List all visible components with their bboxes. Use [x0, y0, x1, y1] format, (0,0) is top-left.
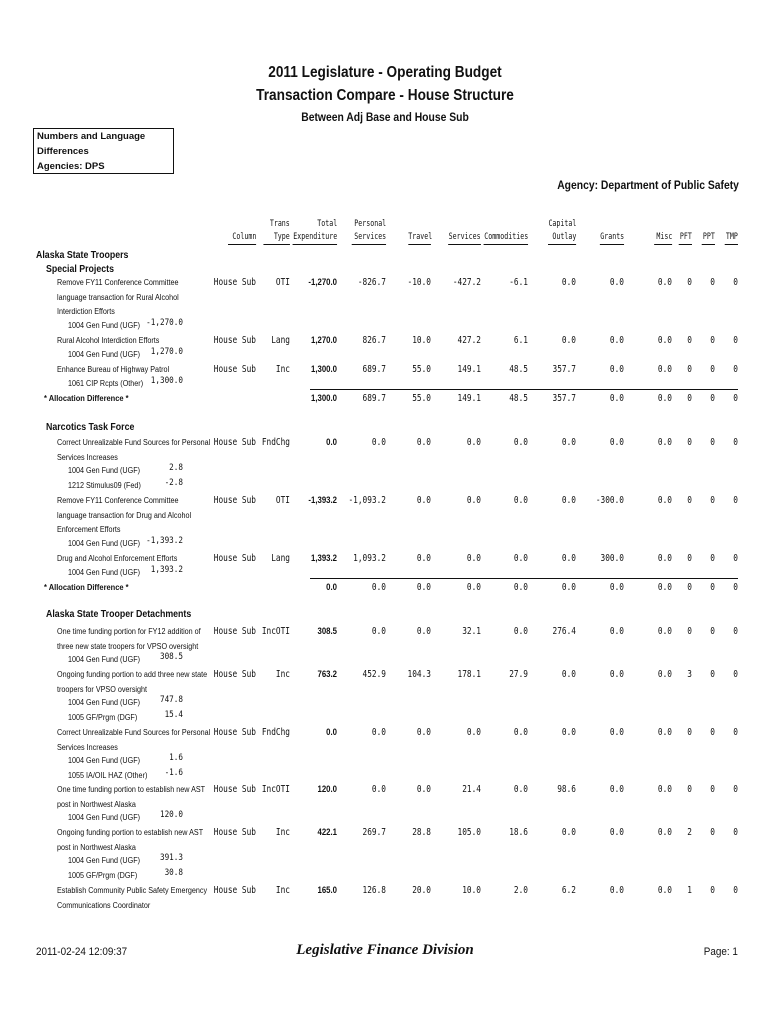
description-line: Establish Community Public Safety Emergency: [57, 886, 208, 895]
description-line: Drug and Alcohol Enforcement Efforts: [57, 554, 178, 563]
cell-column: House Sub: [213, 784, 256, 795]
cell-expenditure: 763.2: [317, 669, 337, 680]
cell-services: 0.0: [466, 437, 481, 448]
cell-services: 826.7: [362, 335, 386, 346]
cell-tmp: 0: [733, 364, 738, 375]
fund-source-name: 1004 Gen Fund (UGF): [68, 856, 141, 865]
cell-travel: 0.0: [416, 553, 431, 564]
cell-column: House Sub: [213, 827, 256, 838]
cell-expenditure: 308.5: [317, 626, 337, 637]
cell-commodities: 0.0: [513, 626, 528, 637]
cell-misc: 0.0: [657, 669, 672, 680]
cell-tmp: 0: [733, 495, 738, 506]
cell-column: House Sub: [213, 335, 256, 346]
column-header-misc: [654, 218, 672, 245]
cell-misc: 0.0: [657, 335, 672, 346]
cell-ppt: 0: [710, 827, 715, 838]
footer-division: Legislative Finance Division: [296, 942, 474, 958]
cell-services: 0.0: [371, 727, 386, 738]
cell-misc: 0.0: [657, 727, 672, 738]
fund-source-amount: 1,270.0: [150, 346, 183, 357]
column-header-grants: [600, 218, 624, 245]
cell-commodities: 48.5: [509, 393, 528, 404]
column-header-line1: [449, 218, 481, 231]
cell-travel: 28.8: [412, 827, 431, 838]
cell-outlay: 0.0: [561, 669, 576, 680]
cell-services: 0.0: [371, 626, 386, 637]
cell-column: House Sub: [213, 277, 256, 288]
cell-column: House Sub: [213, 885, 256, 896]
column-header-line2: Type: [274, 232, 290, 242]
description-line: Remove FY11 Conference Committee: [57, 278, 179, 287]
cell-outlay: 98.6: [557, 784, 576, 795]
cell-pft: 0: [687, 335, 692, 346]
description-line: post in Northwest Alaska: [57, 842, 136, 852]
fund-source-amount: -1,270.0: [146, 317, 183, 328]
cell-grants: 0.0: [609, 437, 624, 448]
cell-expenditure: 1,300.0: [311, 393, 337, 404]
cell-travel: 0.0: [416, 582, 431, 593]
cell-grants: -300.0: [595, 495, 624, 506]
fund-source-name: 1004 Gen Fund (UGF): [68, 756, 141, 765]
fund-source-name: 1004 Gen Fund (UGF): [68, 538, 141, 548]
cell-pft: 1: [687, 885, 692, 896]
cell-pft: 3: [687, 669, 692, 680]
fund-source-name: 1061 CIP Rcpts (Other): [68, 378, 144, 388]
fund-source-amount: 120.0: [159, 810, 183, 820]
fund-source-amount: 1.6: [169, 753, 183, 763]
cell-ppt: 0: [710, 393, 715, 404]
description-line: language transaction for Drug and Alcohol: [57, 510, 192, 520]
cell-tmp: 0: [733, 784, 738, 795]
cell-ppt: 0: [710, 553, 715, 564]
cell-pft: 0: [687, 553, 692, 564]
cell-grants: 0.0: [609, 727, 624, 738]
cell-type: Lang: [271, 553, 290, 564]
cell-ppt: 0: [710, 364, 715, 375]
cell-tmp: 0: [733, 553, 738, 564]
cell-misc: 0.0: [657, 277, 672, 288]
cell-services: 0.0: [466, 582, 481, 593]
cell-outlay: 0.0: [561, 582, 576, 593]
cell-services: -427.2: [452, 277, 481, 288]
cell-pft: 0: [687, 277, 692, 288]
cell-ppt: 0: [710, 885, 715, 896]
cell-services: 0.0: [371, 437, 386, 448]
cell-pft: 0: [687, 626, 692, 637]
cell-services: 126.8: [362, 885, 386, 896]
cell-misc: 0.0: [657, 553, 672, 564]
cell-travel: 10.0: [412, 335, 431, 346]
description-line: Services Increases: [57, 452, 118, 462]
cell-expenditure: 1,270.0: [311, 335, 337, 346]
cell-services: 0.0: [371, 582, 386, 593]
cell-outlay: 0.0: [561, 553, 576, 564]
column-header-line1: Personal: [354, 219, 386, 229]
cell-misc: 0.0: [657, 582, 672, 593]
cell-services: 105.0: [457, 827, 481, 838]
cell-expenditure: 0.0: [326, 582, 337, 593]
cell-expenditure: 422.1: [317, 827, 337, 838]
cell-commodities: 0.0: [513, 437, 528, 448]
filter-box: [33, 128, 174, 174]
cell-grants: 0.0: [609, 626, 624, 637]
cell-column: House Sub: [213, 553, 256, 564]
cell-services: 269.7: [362, 827, 386, 838]
fund-source-name: 1004 Gen Fund (UGF): [68, 698, 141, 707]
fund-source-amount: -1,393.2: [146, 535, 183, 546]
column-header-line1: [600, 218, 624, 231]
cell-commodities: 6.1: [513, 335, 528, 346]
column-header-line2: Commodities: [484, 232, 528, 242]
fund-source-amount: 1,300.0: [150, 375, 183, 386]
description-line: Services Increases: [57, 742, 118, 752]
column-header-line1: Trans: [270, 219, 290, 229]
description-line: Remove FY11 Conference Committee: [57, 496, 179, 505]
report-title: 2011 Legislature - Operating Budget: [268, 64, 502, 81]
cell-tmp: 0: [733, 669, 738, 680]
description-line: language transaction for Rural Alcohol: [57, 292, 179, 302]
cell-travel: 0.0: [416, 727, 431, 738]
column-header-line2: Misc: [656, 232, 672, 242]
cell-tmp: 0: [733, 626, 738, 637]
cell-misc: 0.0: [657, 393, 672, 404]
cell-commodities: 0.0: [513, 553, 528, 564]
section-special-projects: Special Projects: [46, 264, 114, 275]
cell-grants: 0.0: [609, 784, 624, 795]
column-header-line2: Travel: [408, 232, 433, 242]
cell-commodities: 0.0: [513, 784, 528, 795]
cell-type: OTI: [275, 495, 290, 506]
cell-column: House Sub: [213, 626, 256, 637]
fund-source-name: 1004 Gen Fund (UGF): [68, 349, 141, 359]
fund-source-amount: 391.3: [159, 853, 183, 863]
column-header-line1: [654, 218, 672, 231]
cell-commodities: 0.0: [513, 495, 528, 506]
column-header-line2: Services: [449, 232, 481, 242]
cell-expenditure: 0.0: [326, 437, 337, 448]
cell-pft: 0: [687, 727, 692, 738]
cell-ppt: 0: [710, 626, 715, 637]
column-header-commodities: [483, 218, 528, 245]
fund-source-name: 1005 GF/Prgm (DGF): [68, 870, 138, 880]
cell-tmp: 0: [733, 335, 738, 346]
cell-commodities: 48.5: [509, 364, 528, 375]
cell-type: Inc: [275, 885, 290, 896]
fund-source-name: 1004 Gen Fund (UGF): [68, 466, 141, 475]
cell-outlay: 357.7: [552, 364, 576, 375]
column-header-line2: Services: [354, 232, 386, 242]
cell-outlay: 0.0: [561, 495, 576, 506]
cell-services: 0.0: [466, 553, 481, 564]
cell-type: Inc: [275, 669, 290, 680]
column-header-line1: [228, 218, 256, 231]
cell-travel: 0.0: [416, 784, 431, 795]
cell-ppt: 0: [710, 495, 715, 506]
fund-source-amount: 15.4: [164, 709, 183, 720]
cell-travel: 0.0: [416, 437, 431, 448]
description-line: Correct Unrealizable Fund Sources for Personal: [57, 728, 211, 737]
cell-outlay: 6.2: [561, 885, 576, 896]
fund-source-name: 1005 GF/Prgm (DGF): [68, 712, 138, 722]
column-header-line1: [483, 218, 528, 231]
cell-misc: 0.0: [657, 784, 672, 795]
cell-travel: -10.0: [407, 277, 431, 288]
cell-type: IncOTI: [261, 626, 290, 637]
cell-pft: 0: [687, 784, 692, 795]
column-header-tmp: [725, 218, 738, 245]
column-header-line2: Expenditure: [293, 232, 337, 242]
cell-grants: 0.0: [609, 277, 624, 288]
cell-type: IncOTI: [261, 784, 290, 795]
report-subtitle: Transaction Compare - House Structure: [256, 87, 514, 104]
cell-commodities: 2.0: [513, 885, 528, 896]
cell-type: FndChg: [261, 727, 290, 738]
column-header-column: [228, 218, 256, 245]
column-header-ppt: [702, 218, 715, 245]
cell-column: House Sub: [213, 727, 256, 738]
cell-tmp: 0: [733, 582, 738, 593]
cell-type: Lang: [271, 335, 290, 346]
cell-services: 689.7: [362, 393, 386, 404]
cell-services: 0.0: [466, 727, 481, 738]
cell-column: House Sub: [213, 364, 256, 375]
description-line: Ongoing funding portion to add three new state: [57, 670, 208, 679]
fund-source-name: 1212 Stimulus09 (Fed): [68, 480, 141, 490]
cell-travel: 20.0: [412, 885, 431, 896]
footer-date: 2011-02-24 12:09:37: [36, 946, 128, 958]
cell-ppt: 0: [710, 277, 715, 288]
fund-source-amount: -2.8: [164, 477, 183, 488]
fund-source-amount: 747.8: [159, 695, 183, 705]
cell-travel: 0.0: [416, 495, 431, 506]
cell-expenditure: 0.0: [326, 727, 337, 738]
cell-commodities: 0.0: [513, 727, 528, 738]
description-line: Enforcement Efforts: [57, 525, 121, 534]
cell-expenditure: -1,393.2: [308, 495, 337, 506]
cell-commodities: -6.1: [509, 277, 528, 288]
column-header-line2: TMP: [726, 232, 738, 242]
cell-ppt: 0: [710, 437, 715, 448]
column-header-type: [264, 218, 290, 245]
cell-misc: 0.0: [657, 827, 672, 838]
fund-source-name: 1004 Gen Fund (UGF): [68, 813, 141, 822]
cell-expenditure: 165.0: [317, 885, 337, 896]
section-alaska-state-troopers: Alaska State Troopers: [36, 250, 129, 261]
filter-line-3: Agencies: DPS: [37, 161, 105, 172]
footer-page-number: Page: 1: [703, 946, 738, 958]
fund-source-amount: 308.5: [159, 652, 183, 662]
column-header-line1: [725, 218, 738, 231]
cell-grants: 0.0: [609, 393, 624, 404]
column-header-travel: [409, 218, 431, 245]
cell-ppt: 0: [710, 582, 715, 593]
cell-expenditure: 120.0: [317, 784, 337, 795]
fund-source-name: 1004 Gen Fund (UGF): [68, 567, 141, 577]
description-line: One time funding portion for FY12 addition of: [57, 627, 201, 636]
fund-source-amount: 2.8: [169, 463, 183, 473]
cell-commodities: 27.9: [509, 669, 528, 680]
fund-source-amount: -1.6: [164, 767, 183, 778]
cell-pft: 0: [687, 495, 692, 506]
column-header-line2: Outlay: [552, 232, 576, 242]
cell-grants: 0.0: [609, 364, 624, 375]
cell-outlay: 0.0: [561, 335, 576, 346]
column-header-line2: Grants: [600, 232, 624, 242]
cell-type: Inc: [275, 364, 290, 375]
cell-misc: 0.0: [657, 626, 672, 637]
column-header-expenditure: [292, 218, 337, 245]
cell-services: 452.9: [362, 669, 386, 680]
column-header-pft: [679, 218, 692, 245]
column-header-services: [449, 218, 481, 245]
cell-outlay: 276.4: [552, 626, 576, 637]
cell-pft: 2: [687, 827, 692, 838]
cell-ppt: 0: [710, 669, 715, 680]
column-header-line2: Column: [232, 232, 256, 242]
cell-ppt: 0: [710, 727, 715, 738]
report-compare-label: Between Adj Base and House Sub: [301, 112, 469, 124]
cell-ppt: 0: [710, 784, 715, 795]
description-line: three new state troopers for VPSO oversight: [57, 641, 199, 651]
cell-type: OTI: [275, 277, 290, 288]
cell-misc: 0.0: [657, 437, 672, 448]
fund-source-name: 1004 Gen Fund (UGF): [68, 320, 141, 330]
cell-misc: 0.0: [657, 364, 672, 375]
description-line: Communications Coordinator: [57, 900, 151, 910]
description-line: post in Northwest Alaska: [57, 799, 136, 809]
description-line: Correct Unrealizable Fund Sources for Personal: [57, 438, 211, 447]
cell-type: Inc: [275, 827, 290, 838]
section-trooper-detachments: Alaska State Trooper Detachments: [46, 609, 192, 620]
column-header-outlay: [548, 218, 576, 245]
cell-services: 32.1: [462, 626, 481, 637]
cell-pft: 0: [687, 582, 692, 593]
cell-services: 427.2: [457, 335, 481, 346]
cell-services: 689.7: [362, 364, 386, 375]
cell-outlay: 0.0: [561, 727, 576, 738]
allocation-total-rule: [310, 389, 738, 390]
cell-outlay: 0.0: [561, 827, 576, 838]
cell-expenditure: 1,393.2: [311, 553, 337, 564]
column-header-line1: [409, 218, 431, 231]
cell-expenditure: 1,300.0: [311, 364, 337, 375]
cell-services: 1,093.2: [353, 553, 386, 564]
cell-services: 149.1: [457, 393, 481, 404]
column-header-line1: Total: [317, 219, 337, 229]
filter-line-1: Numbers and Language: [37, 131, 146, 142]
cell-grants: 0.0: [609, 582, 624, 593]
allocation-difference-label: * Allocation Difference *: [44, 393, 129, 403]
filter-line-2: Differences: [37, 146, 89, 157]
cell-type: FndChg: [261, 437, 290, 448]
cell-travel: 0.0: [416, 626, 431, 637]
fund-source-amount: 1,393.2: [150, 564, 183, 575]
cell-commodities: 0.0: [513, 582, 528, 593]
cell-pft: 0: [687, 364, 692, 375]
cell-services: -826.7: [357, 277, 386, 288]
column-header-line2: PPT: [703, 232, 715, 242]
cell-column: House Sub: [213, 437, 256, 448]
cell-travel: 104.3: [407, 669, 431, 680]
allocation-difference-label: * Allocation Difference *: [44, 582, 129, 592]
agency-label: Agency: Department of Public Safety: [557, 180, 739, 192]
fund-source-name: 1004 Gen Fund (UGF): [68, 655, 141, 664]
cell-grants: 0.0: [609, 885, 624, 896]
cell-services: 0.0: [371, 784, 386, 795]
description-line: Rural Alcohol Interdiction Efforts: [57, 336, 160, 345]
allocation-total-rule: [310, 578, 738, 579]
cell-travel: 55.0: [412, 393, 431, 404]
cell-grants: 0.0: [609, 335, 624, 346]
column-header-line1: [679, 218, 692, 231]
cell-services: -1,093.2: [348, 495, 386, 506]
cell-commodities: 18.6: [509, 827, 528, 838]
description-line: Enhance Bureau of Highway Patrol: [57, 365, 170, 374]
cell-services: 149.1: [457, 364, 481, 375]
cell-services: 0.0: [466, 495, 481, 506]
cell-services: 178.1: [457, 669, 481, 680]
column-header-line1: Capital: [548, 219, 576, 229]
cell-tmp: 0: [733, 437, 738, 448]
cell-column: House Sub: [213, 669, 256, 680]
cell-outlay: 0.0: [561, 437, 576, 448]
cell-misc: 0.0: [657, 885, 672, 896]
cell-column: House Sub: [213, 495, 256, 506]
cell-outlay: 0.0: [561, 277, 576, 288]
cell-grants: 300.0: [600, 553, 624, 564]
cell-services: 10.0: [462, 885, 481, 896]
cell-misc: 0.0: [657, 495, 672, 506]
cell-ppt: 0: [710, 335, 715, 346]
cell-expenditure: -1,270.0: [308, 277, 337, 288]
cell-tmp: 0: [733, 885, 738, 896]
column-header-line1: [702, 218, 715, 231]
cell-tmp: 0: [733, 277, 738, 288]
cell-travel: 55.0: [412, 364, 431, 375]
cell-grants: 0.0: [609, 669, 624, 680]
cell-outlay: 357.7: [552, 393, 576, 404]
cell-pft: 0: [687, 437, 692, 448]
cell-tmp: 0: [733, 827, 738, 838]
description-line: One time funding portion to establish new AST: [57, 785, 206, 794]
cell-grants: 0.0: [609, 827, 624, 838]
cell-services: 21.4: [462, 784, 481, 795]
section-narcotics-task-force: Narcotics Task Force: [46, 422, 135, 433]
fund-source-name: 1055 IA/OIL HAZ (Other): [68, 770, 148, 780]
cell-tmp: 0: [733, 393, 738, 404]
column-header-line2: PFT: [680, 232, 692, 242]
cell-tmp: 0: [733, 727, 738, 738]
column-header-services: [352, 218, 386, 245]
description-line: troopers for VPSO oversight: [57, 684, 148, 694]
cell-pft: 0: [687, 393, 692, 404]
fund-source-amount: 30.8: [164, 867, 183, 878]
description-line: Interdiction Efforts: [57, 307, 115, 316]
description-line: Ongoing funding portion to establish new AST: [57, 828, 204, 837]
